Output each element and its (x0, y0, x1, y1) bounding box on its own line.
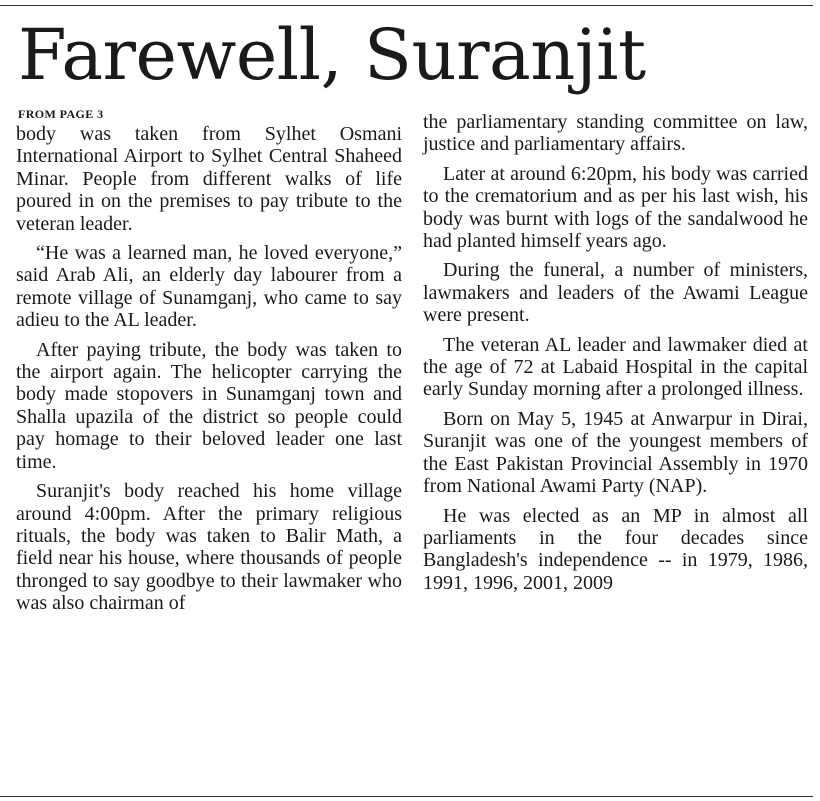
jump-line: FROM PAGE 3 (18, 107, 104, 121)
paragraph: the parliamentary standing committee on law, justice and parliamentary affairs. (423, 111, 808, 156)
paragraph: During the funeral, a number of ministers, lawmakers and leaders of the Awami League were present. (423, 259, 808, 327)
bottom-rule (0, 796, 813, 797)
paragraph: Born on May 5, 1945 at Anwarpur in Dirai, Suranjit was one of the youngest members of the East Pakistan Provincial Assembly in 1970 from National Awami Party (NAP). (423, 407, 808, 498)
paragraph: After paying tribute, the body was taken to the airport again. The helicopter carrying the body made stopovers in Sunamganj town and Shalla upazila of the district so people could pay homage to their beloved leader one last time. (16, 338, 402, 473)
paragraph: “He was a learned man, he loved everyone,” said Arab Ali, an elderly day labourer from a remote village of Sunamganj, who came to say adieu to the AL leader. (16, 242, 402, 332)
article-column-left (16, 107, 402, 622)
top-rule (0, 5, 813, 6)
paragraph: He was elected as an MP in almost all parliaments in the four decades since Bangladesh's independence -- in 1979, 1986, 1991, 1996, 2001, 2009 (423, 504, 808, 594)
paragraph: The veteran AL leader and lawmaker died at the age of 72 at Labaid Hospital in the capital early Sunday morning after a prolonged illness. (423, 333, 808, 401)
article-column-right (423, 111, 808, 601)
headline: Farewell, Suranjit (18, 14, 646, 96)
paragraph: body was taken from Sylhet Osmani International Airport to Sylhet Central Shaheed Minar. People from different walks of life poured in on the premises to pay tribute to the veteran leader. (16, 123, 402, 235)
paragraph: Suranjit's body reached his home village around 4:00pm. After the primary religious rituals, the body was taken to Balir Math, a field near his house, where thousands of people thronged to say goodbye to their lawmaker who was also chairman of (16, 480, 402, 615)
paragraph: Later at around 6:20pm, his body was carried to the crematorium and as per his last wish, his body was burnt with logs of the sandalwood he had planted himself years ago. (423, 162, 808, 253)
